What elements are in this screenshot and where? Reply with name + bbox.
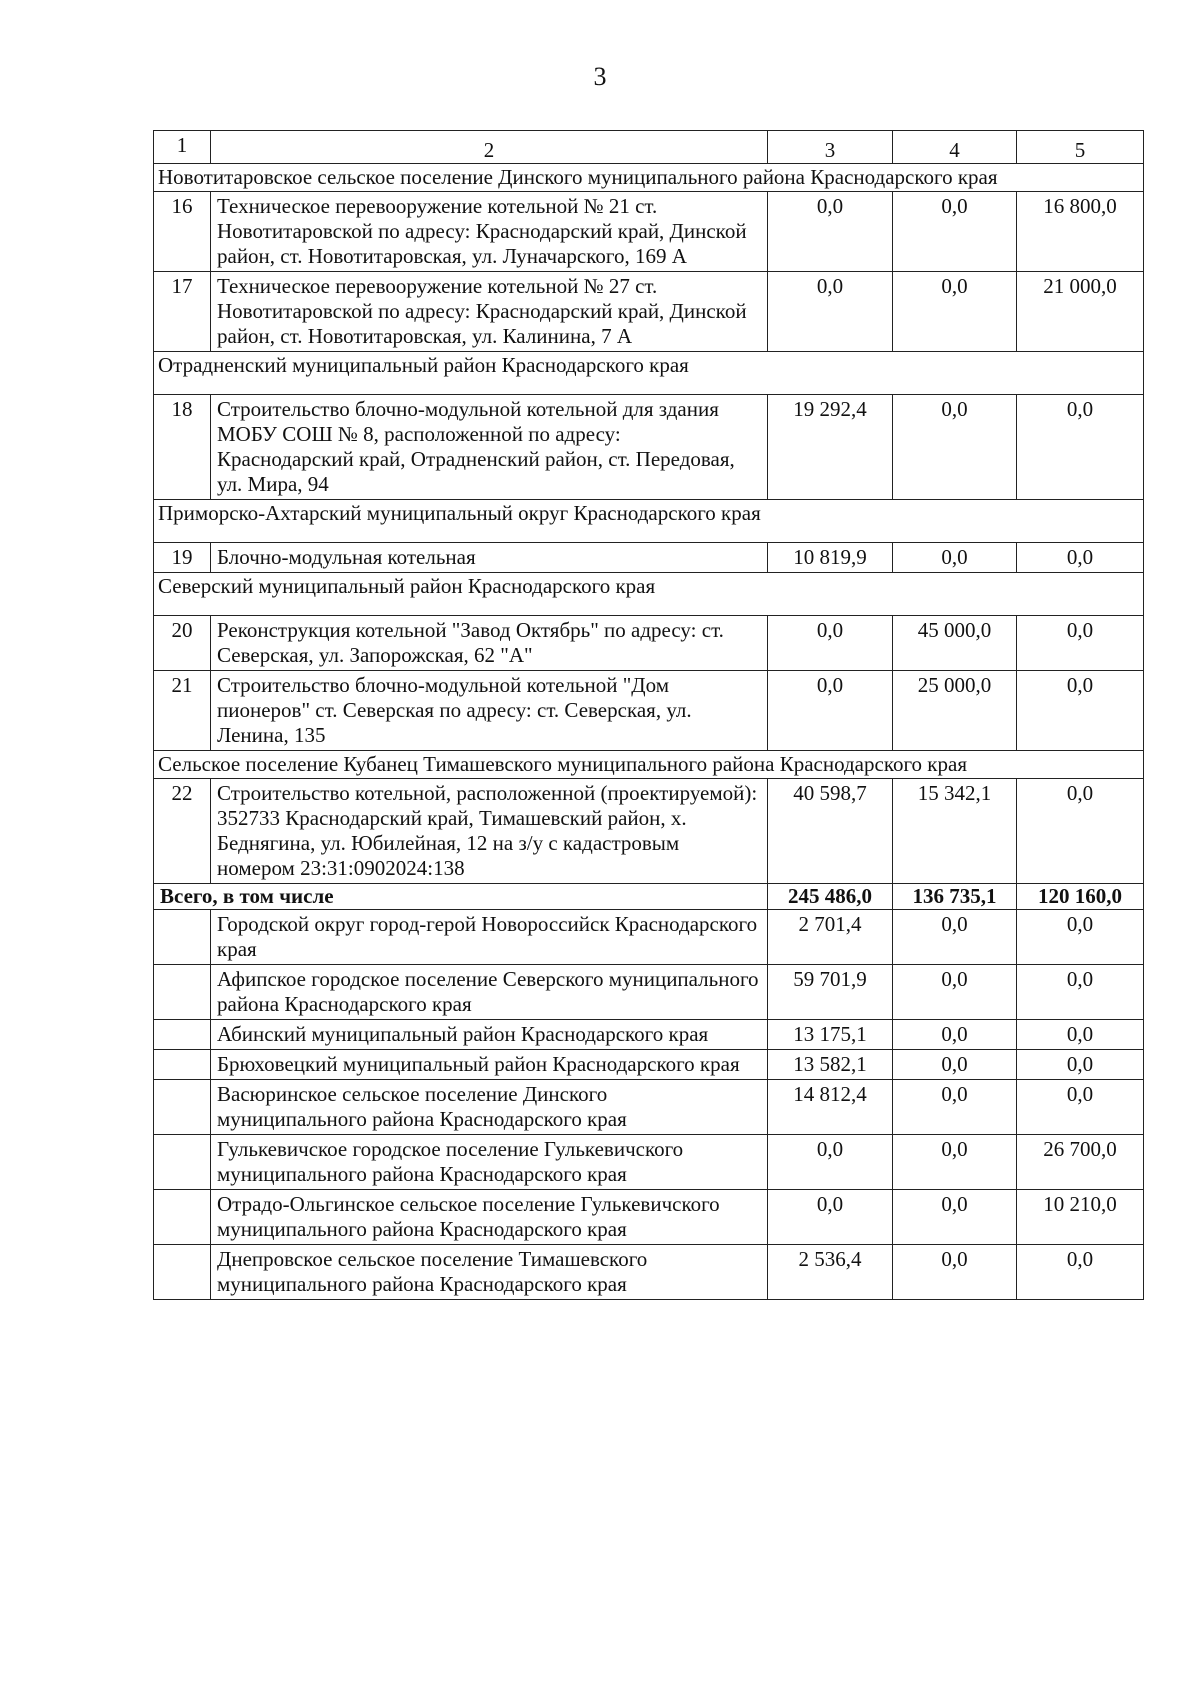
value-col-5: 0,0 [1017, 395, 1144, 500]
breakdown-empty-cell [154, 1050, 211, 1080]
table-row [154, 779, 1144, 884]
breakdown-col-4: 0,0 [893, 1020, 1017, 1050]
breakdown-row [154, 1020, 1144, 1050]
breakdown-col-4: 0,0 [893, 1245, 1017, 1300]
breakdown-description: Гулькевичское городское поселение Гулькевичского муниципального района Краснодарского края [211, 1135, 768, 1190]
table-row [154, 543, 1144, 573]
breakdown-row [154, 1135, 1144, 1190]
value-col-5: 0,0 [1017, 779, 1144, 884]
page-number: 3 [593, 62, 607, 91]
breakdown-col-3: 2 701,4 [768, 910, 893, 965]
section-title: Сельское поселение Кубанец Тимашевского муниципального района Краснодарского края [154, 751, 1144, 779]
breakdown-description: Городской округ город-герой Новороссийск Краснодарского края [211, 910, 768, 965]
row-number: 20 [154, 616, 211, 671]
row-description: Строительство блочно-модульной котельной для здания МОБУ СОШ № 8, расположенной по адресу: Краснодарский край, Отрадненский район, ст. Передовая, ул. Мира, 94 [211, 395, 768, 500]
value-col-4: 25 000,0 [893, 671, 1017, 751]
section-row [154, 573, 1144, 616]
breakdown-col-3: 13 175,1 [768, 1020, 893, 1050]
value-col-4: 15 342,1 [893, 779, 1017, 884]
breakdown-description: Абинский муниципальный район Краснодарского края [211, 1020, 768, 1050]
table-row [154, 272, 1144, 352]
header-col-4: 4 [893, 131, 1017, 164]
breakdown-col-5: 0,0 [1017, 1245, 1144, 1300]
breakdown-col-3: 14 812,4 [768, 1080, 893, 1135]
breakdown-col-5: 10 210,0 [1017, 1190, 1144, 1245]
value-col-3: 19 292,4 [768, 395, 893, 500]
row-description: Техническое перевооружение котельной № 27 ст. Новотитаровской по адресу: Краснодарский край, Динской район, ст. Новотитаровская, ул. Калинина, 7 А [211, 272, 768, 352]
value-col-4: 0,0 [893, 272, 1017, 352]
breakdown-col-5: 26 700,0 [1017, 1135, 1144, 1190]
section-title: Северский муниципальный район Краснодарского края [154, 573, 1144, 616]
value-col-3: 10 819,9 [768, 543, 893, 573]
breakdown-col-3: 13 582,1 [768, 1050, 893, 1080]
breakdown-row [154, 910, 1144, 965]
breakdown-empty-cell [154, 1135, 211, 1190]
row-number: 17 [154, 272, 211, 352]
section-row [154, 500, 1144, 543]
row-number: 19 [154, 543, 211, 573]
breakdown-col-3: 2 536,4 [768, 1245, 893, 1300]
section-title: Новотитаровское сельское поселение Динского муниципального района Краснодарского края [154, 164, 1144, 192]
breakdown-col-5: 0,0 [1017, 1020, 1144, 1050]
breakdown-description: Отрадо-Ольгинское сельское поселение Гулькевичского муниципального района Краснодарского края [211, 1190, 768, 1245]
breakdown-row [154, 1080, 1144, 1135]
value-col-5: 0,0 [1017, 671, 1144, 751]
breakdown-row [154, 1245, 1144, 1300]
breakdown-col-5: 0,0 [1017, 965, 1144, 1020]
value-col-3: 0,0 [768, 616, 893, 671]
value-col-5: 0,0 [1017, 543, 1144, 573]
breakdown-empty-cell [154, 965, 211, 1020]
table-row [154, 192, 1144, 272]
header-col-1: 1 [154, 131, 211, 164]
breakdown-col-4: 0,0 [893, 1190, 1017, 1245]
breakdown-col-3: 0,0 [768, 1190, 893, 1245]
breakdown-col-5: 0,0 [1017, 1080, 1144, 1135]
value-col-3: 0,0 [768, 671, 893, 751]
breakdown-empty-cell [154, 1245, 211, 1300]
value-col-4: 45 000,0 [893, 616, 1017, 671]
breakdown-col-4: 0,0 [893, 965, 1017, 1020]
row-description: Блочно-модульная котельная [211, 543, 768, 573]
value-col-5: 0,0 [1017, 616, 1144, 671]
value-col-5: 21 000,0 [1017, 272, 1144, 352]
value-col-3: 40 598,7 [768, 779, 893, 884]
breakdown-empty-cell [154, 1020, 211, 1050]
section-row [154, 352, 1144, 395]
breakdown-col-5: 0,0 [1017, 1050, 1144, 1080]
breakdown-empty-cell [154, 910, 211, 965]
value-col-4: 0,0 [893, 543, 1017, 573]
value-col-4: 0,0 [893, 192, 1017, 272]
table-row [154, 671, 1144, 751]
total-col-3: 245 486,0 [768, 884, 893, 910]
value-col-3: 0,0 [768, 192, 893, 272]
table-row [154, 616, 1144, 671]
breakdown-description: Брюховецкий муниципальный район Краснодарского края [211, 1050, 768, 1080]
row-number: 18 [154, 395, 211, 500]
row-description: Строительство котельной, расположенной (проектируемой): 352733 Краснодарский край, Тимашевский район, х. Беднягина, ул. Юбилейная, 12 на з/у с кадастровым номером 23:31:0902024:138 [211, 779, 768, 884]
breakdown-col-4: 0,0 [893, 1080, 1017, 1135]
row-description: Техническое перевооружение котельной № 21 ст. Новотитаровской по адресу: Краснодарский край, Динской район, ст. Новотитаровская, ул. Луначарского, 169 А [211, 192, 768, 272]
breakdown-col-4: 0,0 [893, 910, 1017, 965]
breakdown-empty-cell [154, 1190, 211, 1245]
breakdown-description: Васюринское сельское поселение Динского муниципального района Краснодарского края [211, 1080, 768, 1135]
breakdown-empty-cell [154, 1080, 211, 1135]
row-number: 22 [154, 779, 211, 884]
breakdown-row [154, 1050, 1144, 1080]
row-number: 21 [154, 671, 211, 751]
row-description: Строительство блочно-модульной котельной "Дом пионеров" ст. Северская по адресу: ст. Северская, ул. Ленина, 135 [211, 671, 768, 751]
section-title: Приморско-Ахтарский муниципальный округ Краснодарского края [154, 500, 1144, 543]
funding-table [153, 130, 1144, 1300]
value-col-5: 16 800,0 [1017, 192, 1144, 272]
breakdown-col-5: 0,0 [1017, 910, 1144, 965]
table-row [154, 395, 1144, 500]
row-description: Реконструкция котельной "Завод Октябрь" по адресу: ст. Северская, ул. Запорожская, 62 "А" [211, 616, 768, 671]
header-col-3: 3 [768, 131, 893, 164]
breakdown-description: Днепровское сельское поселение Тимашевского муниципального района Краснодарского края [211, 1245, 768, 1300]
table-header-row [154, 131, 1144, 164]
value-col-4: 0,0 [893, 395, 1017, 500]
section-row [154, 164, 1144, 192]
header-col-2: 2 [211, 131, 768, 164]
value-col-3: 0,0 [768, 272, 893, 352]
section-row [154, 751, 1144, 779]
breakdown-description: Афипское городское поселение Северского муниципального района Краснодарского края [211, 965, 768, 1020]
breakdown-col-4: 0,0 [893, 1050, 1017, 1080]
total-col-5: 120 160,0 [1017, 884, 1144, 910]
total-col-4: 136 735,1 [893, 884, 1017, 910]
breakdown-col-3: 0,0 [768, 1135, 893, 1190]
breakdown-row [154, 965, 1144, 1020]
row-number: 16 [154, 192, 211, 272]
section-title: Отрадненский муниципальный район Краснодарского края [154, 352, 1144, 395]
breakdown-row [154, 1190, 1144, 1245]
header-col-5: 5 [1017, 131, 1144, 164]
breakdown-col-4: 0,0 [893, 1135, 1017, 1190]
total-label: Всего, в том числе [154, 884, 768, 910]
breakdown-col-3: 59 701,9 [768, 965, 893, 1020]
total-row [154, 884, 1144, 910]
